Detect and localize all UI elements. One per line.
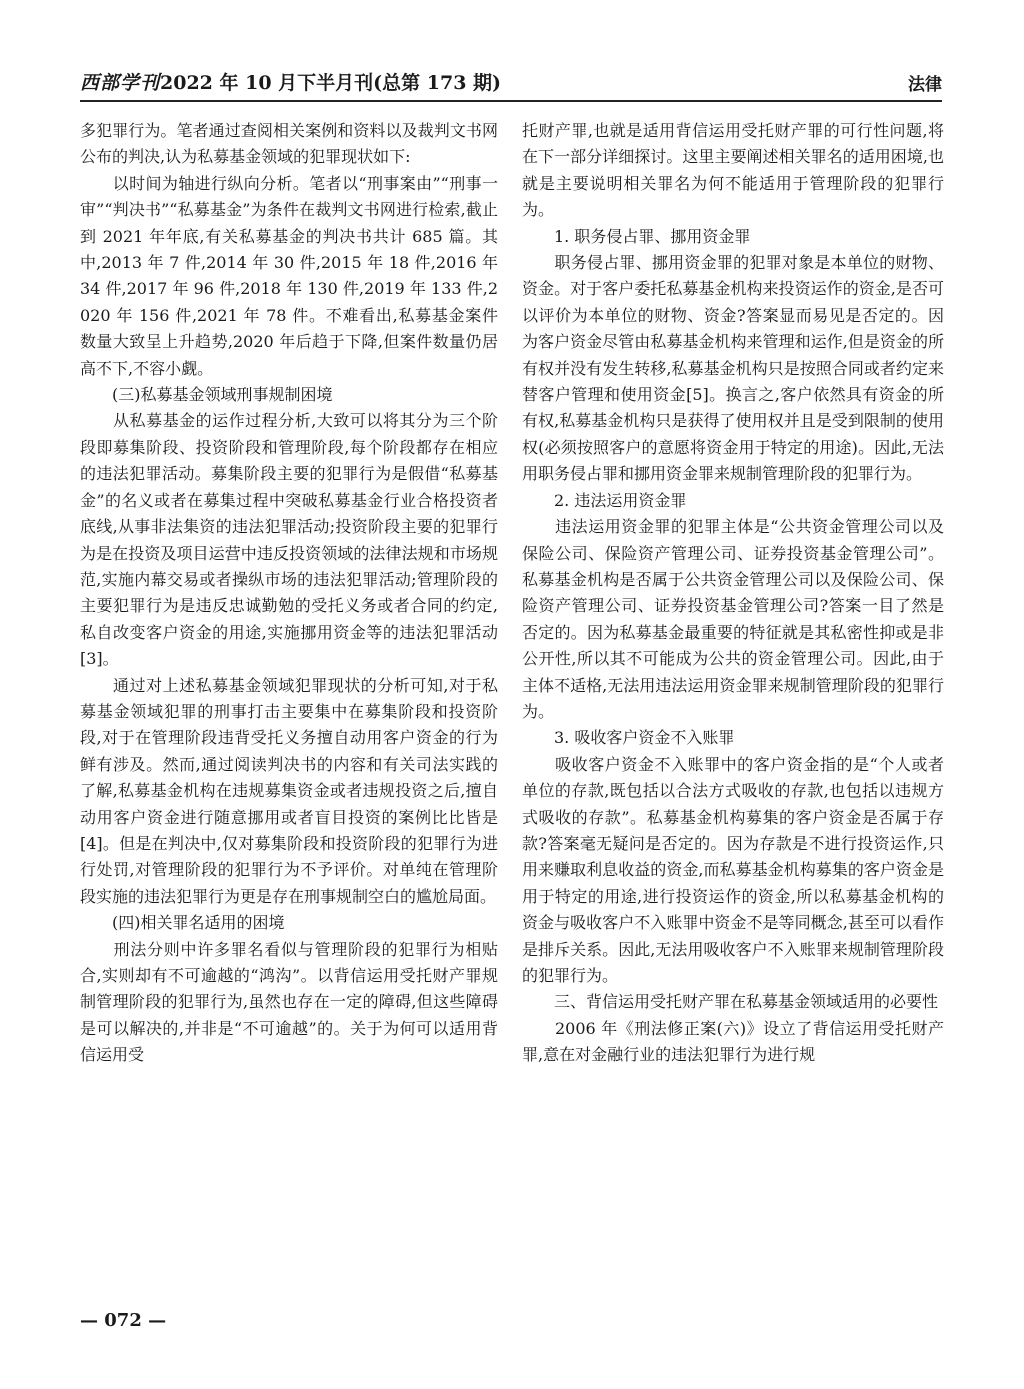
left-column: 多犯罪行为。笔者通过查阅相关案例和资料以及裁判文书网公布的判决,认为私募基金领域的犯罪现状如下: 以时间为轴进行纵向分析。笔者以“刑事案由”“刑事一审”“判决书”“私募基金”为条件在裁判文书网进行检索,截止到 2021 年年底,有关私募基金的判决书共计 685 篇。其中,2013 年 7 件,2014 年 30 件,2015 年 18 件,2016 年 34 件,2017 年 96 件,2018 年 130 件,2019 年 133 件,2020 年 156 件,2021 年 78 件。不难看出,私募基金案件数量大致呈上升趋势,2020 年后趋于下降,但案件数量仍居高不下,不容小觑。 (三)私募基金领域刑事规制困境 从私募基金的运作过程分析,大致可以将其分为三个阶段即募集阶段、投资阶段和管理阶段,每个阶段都存在相应的违法犯罪活动。募集阶段主要的犯罪行为是假借“私募基金”的名义或者在募集过程中突破私募基金行业合格投资者底线,从事非法集资的违法犯罪活动;投资阶段主要的犯罪行为是在投资及项目运营中违反投资领域的法律法规和市场规范,实施内幕交易或者操纵市场的违法犯罪活动;管理阶段的主要犯罪行为是违反忠诚勤勉的受托义务或者合同的约定,私自改变客户资金的用途,实施挪用资金等的违法犯罪活动[3]。 通过对上述私募基金领域犯罪现状的分析可知,对于私募基金领域犯罪的刑事打击主要集中在募集阶段和投资阶段,对于在管理阶段违背受托义务擅自动用客户资金的行为鲜有涉及。然而,通过阅读判决书的内容和有关司法实践的了解,私募基金机构在违规募集资金或者违规投资之后,擅自动用客户资金进行随意挪用或者盲目投资的案例比比皆是[4]。但是在判决中,仅对募集阶段和投资阶段的犯罪行为进行处罚,对管理阶段的犯罪行为不予评价。对单纯在管理阶段实施的违法犯罪行为更是存在刑事规制空白的尴尬局面。 (四)相关罪名适用的困境 刑法分则中许多罪名看似与管理阶段的犯罪行为相贴合,实则却有不可逾越的“鸿沟”。以背信运用受托财产罪规制管理阶段的犯罪行为,虽然也存在一定的障碍,但这些障碍是可以解决的,并非是“不可逾越”的。关于为何可以适用背信运用受	[80, 121, 498, 1065]
right-column: 托财产罪,也就是适用背信运用受托财产罪的可行性问题,将在下一部分详细探讨。这里主要阐述相关罪名的适用困境,也就是主要说明相关罪名为何不能适用于管理阶段的犯罪行为。 1. 职务侵占罪、挪用资金罪 职务侵占罪、挪用资金罪的犯罪对象是本单位的财物、资金。对于客户委托私募基金机构来投资运作的资金,是否可以评价为本单位的财物、资金?答案显而易见是否定的。因为客户资金尽管由私募基金机构来管理和运作,但是资金的所有权并没有发生转移,私募基金机构只是按照合同或者约定来替客户管理和使用资金[5]。换言之,客户依然具有资金的所有权,私募基金机构只是获得了使用权并且是受到限制的使用权(必须按照客户的意愿将资金用于特定的用途)。因此,无法用职务侵占罪和挪用资金罪来规制管理阶段的犯罪行为。 2. 违法运用资金罪 违法运用资金罪的犯罪主体是“公共资金管理公司以及保险公司、保险资产管理公司、证券投资基金管理公司”。私募基金机构是否属于公共资金管理公司以及保险公司、保险资产管理公司、证券投资基金管理公司?答案一目了然是否定的。因为私募基金最重要的特征就是其私密性抑或是非公开性,所以其不可能成为公共的资金管理公司。因此,由于主体不适格,无法用违法运用资金罪来规制管理阶段的犯罪行为。 3. 吸收客户资金不入账罪 吸收客户资金不入账罪中的客户资金指的是“个人或者单位的存款,既包括以合法方式吸收的存款,也包括以违规方式吸收的存款”。私募基金机构募集的客户资金是否属于存款?答案毫无疑问是否定的。因为存款是不进行投资运作,只用来赚取利息收益的资金,而私募基金机构募集的客户资金是用于特定的用途,进行投资运作的资金,所以私募基金机构的资金与吸收客户不入账罪中资金不是等同概念,甚至可以看作是排斥关系。因此,无法用吸收客户不入账罪来规制管理阶段的犯罪行为。 三、背信运用受托财产罪在私募基金领域适用的必要性 2006 年《刑法修正案(六)》设立了背信运用受托财产罪,意在对金融行业的违法犯罪行为进行规	[522, 121, 944, 1065]
section-label: 法律	[908, 75, 942, 95]
journal-title	[80, 68, 501, 95]
issue-info: 2022 年 10 月下半月刊(总第 173 期)	[160, 72, 502, 94]
page-number: — 072 —	[80, 1310, 167, 1331]
page-header	[80, 66, 942, 100]
header-rule	[80, 100, 942, 102]
journal-logo: 西部学刊	[80, 72, 161, 94]
